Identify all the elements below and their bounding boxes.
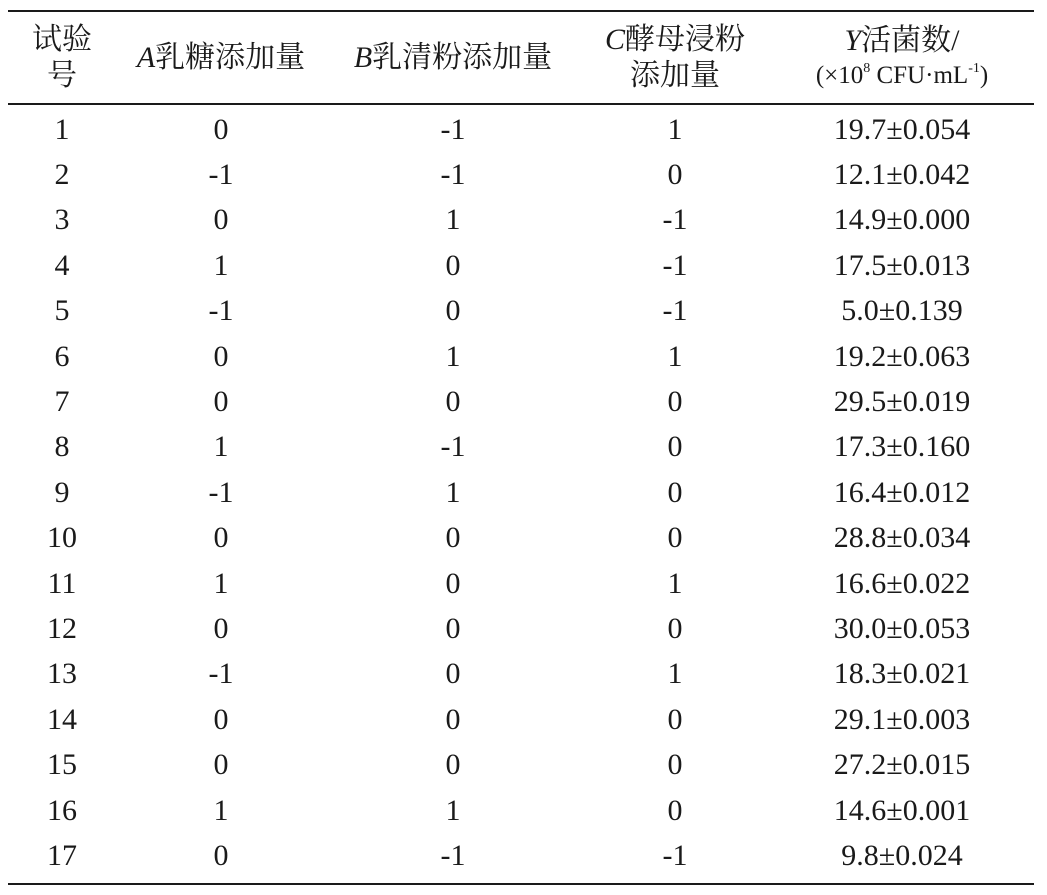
cell-factor-a: 0 — [213, 385, 229, 419]
header-factor-c — [580, 12, 770, 103]
header-b-symbol: B — [353, 40, 373, 74]
table-row — [8, 561, 1034, 606]
table-row — [8, 470, 1034, 515]
cell-factor-a: -1 — [208, 158, 234, 192]
cell-factor-c: 0 — [667, 611, 683, 645]
header-trial-number — [8, 12, 116, 103]
header-y-line1 — [770, 23, 1034, 59]
unit-exponent: 8 — [863, 60, 871, 76]
table-bottom-rule — [8, 883, 1034, 885]
header-y-unit — [770, 59, 1034, 93]
cell-factor-b: 0 — [445, 566, 461, 600]
cell-factor-a: 0 — [213, 203, 229, 237]
header-trial-line1: 试验 — [32, 22, 92, 56]
cell-trial-number: 6 — [54, 339, 70, 373]
cell-factor-a: 1 — [213, 430, 229, 464]
cell-viable-count: 18.3±0.021 — [833, 657, 971, 691]
cell-factor-c: 0 — [667, 158, 683, 192]
cell-factor-c: -1 — [662, 248, 688, 282]
cell-factor-b: -1 — [440, 838, 466, 872]
cell-factor-b: 1 — [445, 203, 461, 237]
cell-factor-c: 0 — [667, 385, 683, 419]
cell-factor-b: 0 — [445, 294, 461, 328]
cell-factor-b: 1 — [445, 793, 461, 827]
header-c-line1 — [580, 22, 770, 58]
unit-suffix: ) — [979, 61, 989, 89]
cell-factor-b: 0 — [445, 702, 461, 736]
header-response-y — [770, 12, 1034, 103]
cell-trial-number: 4 — [54, 248, 70, 282]
header-b-label: 乳清粉添加量 — [372, 40, 553, 74]
header-factor-b — [326, 12, 580, 103]
cell-factor-c: 0 — [667, 521, 683, 555]
cell-viable-count: 19.7±0.054 — [833, 112, 971, 146]
table-row — [8, 606, 1034, 651]
cell-trial-number: 11 — [47, 566, 77, 600]
cell-trial-number: 14 — [47, 702, 77, 736]
cell-viable-count: 19.2±0.063 — [833, 339, 971, 373]
header-a-label: 乳糖添加量 — [155, 40, 306, 74]
cell-viable-count: 16.4±0.012 — [833, 475, 971, 509]
cell-factor-a: -1 — [208, 475, 234, 509]
cell-factor-a: 0 — [213, 112, 229, 146]
cell-trial-number: 10 — [47, 521, 77, 555]
cell-viable-count: 5.0±0.139 — [841, 294, 963, 328]
cell-viable-count: 16.6±0.022 — [833, 566, 971, 600]
cell-factor-c: 0 — [667, 430, 683, 464]
table-row — [8, 334, 1034, 379]
cell-factor-a: 1 — [213, 566, 229, 600]
cell-factor-c: -1 — [662, 838, 688, 872]
cell-trial-number: 9 — [54, 475, 70, 509]
cell-trial-number: 12 — [47, 611, 77, 645]
table-body — [8, 103, 1034, 879]
table-row — [8, 833, 1034, 878]
cell-trial-number: 17 — [47, 838, 77, 872]
table-row — [8, 103, 1034, 152]
table-row — [8, 379, 1034, 424]
header-y-label: 活菌数/ — [861, 23, 960, 57]
cell-factor-b: -1 — [440, 112, 466, 146]
cell-factor-a: 0 — [213, 838, 229, 872]
cell-viable-count: 14.9±0.000 — [833, 203, 971, 237]
cell-factor-a: -1 — [208, 294, 234, 328]
header-c-label-line1: 酵母浸粉 — [625, 22, 745, 56]
cell-factor-c: 1 — [667, 566, 683, 600]
table-row — [8, 152, 1034, 197]
unit-prefix: (×10 — [815, 61, 864, 89]
cell-factor-c: 1 — [667, 657, 683, 691]
header-row — [8, 12, 1034, 103]
cell-viable-count: 17.5±0.013 — [833, 248, 971, 282]
cell-trial-number: 16 — [47, 793, 77, 827]
cell-viable-count: 30.0±0.053 — [833, 611, 971, 645]
cell-factor-c: 1 — [667, 112, 683, 146]
cell-trial-number: 3 — [54, 203, 70, 237]
cell-factor-b: 0 — [445, 521, 461, 555]
cell-factor-b: -1 — [440, 430, 466, 464]
cell-viable-count: 9.8±0.024 — [841, 838, 963, 872]
cell-factor-c: 0 — [667, 475, 683, 509]
cell-factor-c: 1 — [667, 339, 683, 373]
header-c-symbol: C — [604, 22, 625, 56]
cell-viable-count: 28.8±0.034 — [833, 521, 971, 555]
header-c-label-line2: 添加量 — [630, 58, 720, 92]
cell-factor-b: -1 — [440, 158, 466, 192]
table-row — [8, 652, 1034, 697]
cell-factor-a: 0 — [213, 702, 229, 736]
cell-factor-c: -1 — [662, 294, 688, 328]
cell-trial-number: 5 — [54, 294, 70, 328]
cell-factor-c: -1 — [662, 203, 688, 237]
cell-factor-c: 0 — [667, 793, 683, 827]
cell-trial-number: 7 — [54, 385, 70, 419]
cell-factor-b: 1 — [445, 475, 461, 509]
cell-factor-b: 0 — [445, 657, 461, 691]
header-a-symbol: A — [136, 40, 156, 74]
cell-factor-b: 0 — [445, 611, 461, 645]
cell-factor-a: 0 — [213, 521, 229, 555]
cell-factor-b: 1 — [445, 339, 461, 373]
cell-factor-a: 1 — [213, 793, 229, 827]
cell-factor-a: 0 — [213, 339, 229, 373]
cell-viable-count: 29.5±0.019 — [833, 385, 971, 419]
table-row — [8, 516, 1034, 561]
table-row — [8, 198, 1034, 243]
unit-exponent-neg: -1 — [968, 60, 980, 76]
cell-factor-a: -1 — [208, 657, 234, 691]
cell-factor-c: 0 — [667, 702, 683, 736]
cell-factor-c: 0 — [667, 748, 683, 782]
cell-viable-count: 17.3±0.160 — [833, 430, 971, 464]
cell-trial-number: 1 — [54, 112, 70, 146]
cell-trial-number: 13 — [47, 657, 77, 691]
header-trial-line2: 号 — [47, 58, 77, 92]
cell-factor-a: 1 — [213, 248, 229, 282]
cell-trial-number: 2 — [54, 158, 70, 192]
cell-viable-count: 12.1±0.042 — [833, 158, 971, 192]
table-row — [8, 243, 1034, 288]
cell-viable-count: 29.1±0.003 — [833, 702, 971, 736]
header-factor-a — [116, 12, 326, 103]
cell-factor-a: 0 — [213, 611, 229, 645]
cell-factor-b: 0 — [445, 748, 461, 782]
cell-viable-count: 27.2±0.015 — [833, 748, 971, 782]
table-row — [8, 425, 1034, 470]
cell-trial-number: 15 — [47, 748, 77, 782]
table-row — [8, 742, 1034, 787]
results-table — [8, 12, 1034, 879]
table-row — [8, 289, 1034, 334]
table-row — [8, 788, 1034, 833]
table-header — [8, 12, 1034, 103]
cell-factor-a: 0 — [213, 748, 229, 782]
header-y-symbol: Y — [844, 23, 862, 57]
cell-trial-number: 8 — [54, 430, 70, 464]
cell-factor-b: 0 — [445, 248, 461, 282]
unit-cfu-ml: CFU·mL — [870, 61, 969, 89]
cell-viable-count: 14.6±0.001 — [833, 793, 971, 827]
cell-factor-b: 0 — [445, 385, 461, 419]
table-row — [8, 697, 1034, 742]
